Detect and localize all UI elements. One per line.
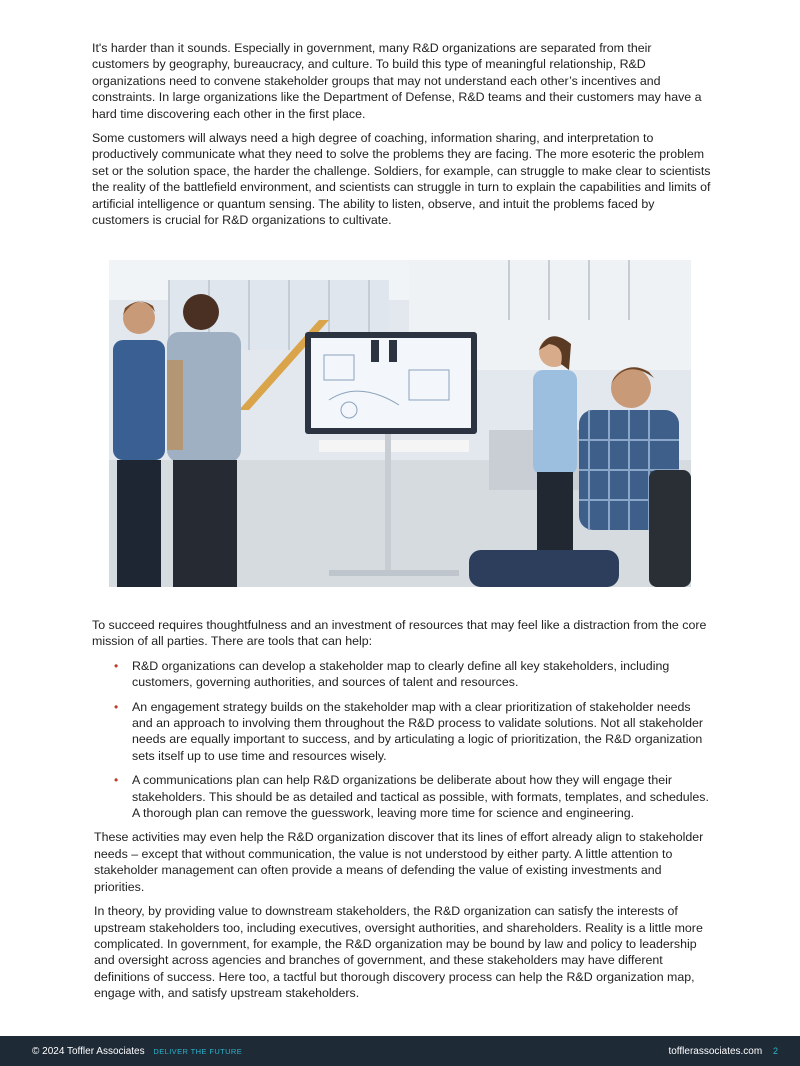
page-footer (0, 1036, 800, 1066)
bottom-text (92, 617, 712, 1010)
list-item: • R&D organizations can develop a stakeholder map to clearly define all key stakeholders, including customers, governing authorities, and sources of talent and resources. (114, 658, 670, 690)
bullet-icon: • (114, 699, 119, 714)
team-meeting-photo (109, 260, 691, 587)
tools-list (92, 658, 712, 822)
paragraph-2: Some customers will always need a high degree of coaching, information sharing, and interpretation to productively communicate what they need to solve the problems they are facing. The more esoteric the problem set or the solution space, the harder the challenge. Soldiers, for example, can struggle to make clear to scientists the reality of the battlefield environment, and scientists can struggle in turn to explain the capabilities and limits of artificial intelligence or quantum sensing. The ability to listen, observe, and intuit the problems faced by customers is crucial for R&D organizations to cultivate. (92, 131, 711, 228)
footer-left (32, 1046, 242, 1057)
top-text (92, 40, 712, 236)
paragraph-5: In theory, by providing value to downstream stakeholders, the R&D organization can satisfy the interests of upstream stakeholders too, including executives, oversight authorities, and shareholders. Reality is a little more complicated. In government, for example, the R&D organization may be bound by law and policy to leadership and oversight across agencies and branches of government, and these stakeholders may have different definitions of success. Here too, a tactful but thorough discovery process can help the R&D organization map, engage with, and satisfy upstream stakeholders. (94, 904, 703, 1001)
paragraph-4: These activities may even help the R&D organization discover that its lines of effort already align to stakeholder needs – except that without communication, the value is not understood by either party. A little attention to stakeholder management can often provide a means of defending the value of existing investments and priorities. (94, 830, 704, 894)
page-number: 2 (772, 1046, 778, 1056)
copyright-text: © 2024 Toffler Associates (32, 1046, 145, 1057)
paragraph-3: To succeed requires thoughtfulness and an investment of resources that may feel like a distraction from the core mission of all parties. There are tools that can help: (92, 618, 707, 649)
paragraph-1: It's harder than it sounds. Especially in government, many R&D organizations are separated from their customers by geography, bureaucracy, and culture. To build this type of meaningful relationship, R&D organizations need to convene stakeholder groups that may not understand each other’s incentives and constraints. In large organizations like the Department of Defense, R&D teams and their customers may have a hard time discovering each other in the first place. (92, 41, 702, 121)
list-item: • An engagement strategy builds on the stakeholder map with a clear prioritization of stakeholder needs and an approach to involving them throughout the R&D process to validate solutions. Not all stakeholder needs are equally important to success, and by articulating a logic of prioritization, the R&D organization sets itself up to use time and resources wisely. (114, 699, 703, 763)
website-link[interactable]: tofflerassociates.com (668, 1046, 763, 1057)
list-item: • A communications plan can help R&D organizations be deliberate about how they will engage their stakeholders. This should be as detailed and tactical as possible, with formats, templates, and schedules. A thorough plan can remove the guesswork, leaving more time for science and engineering. (114, 773, 709, 821)
footer-right (668, 1046, 778, 1057)
bullet-icon: • (114, 773, 119, 788)
bullet-icon: • (114, 658, 119, 673)
tagline-text: DELIVER THE FUTURE (153, 1047, 243, 1056)
